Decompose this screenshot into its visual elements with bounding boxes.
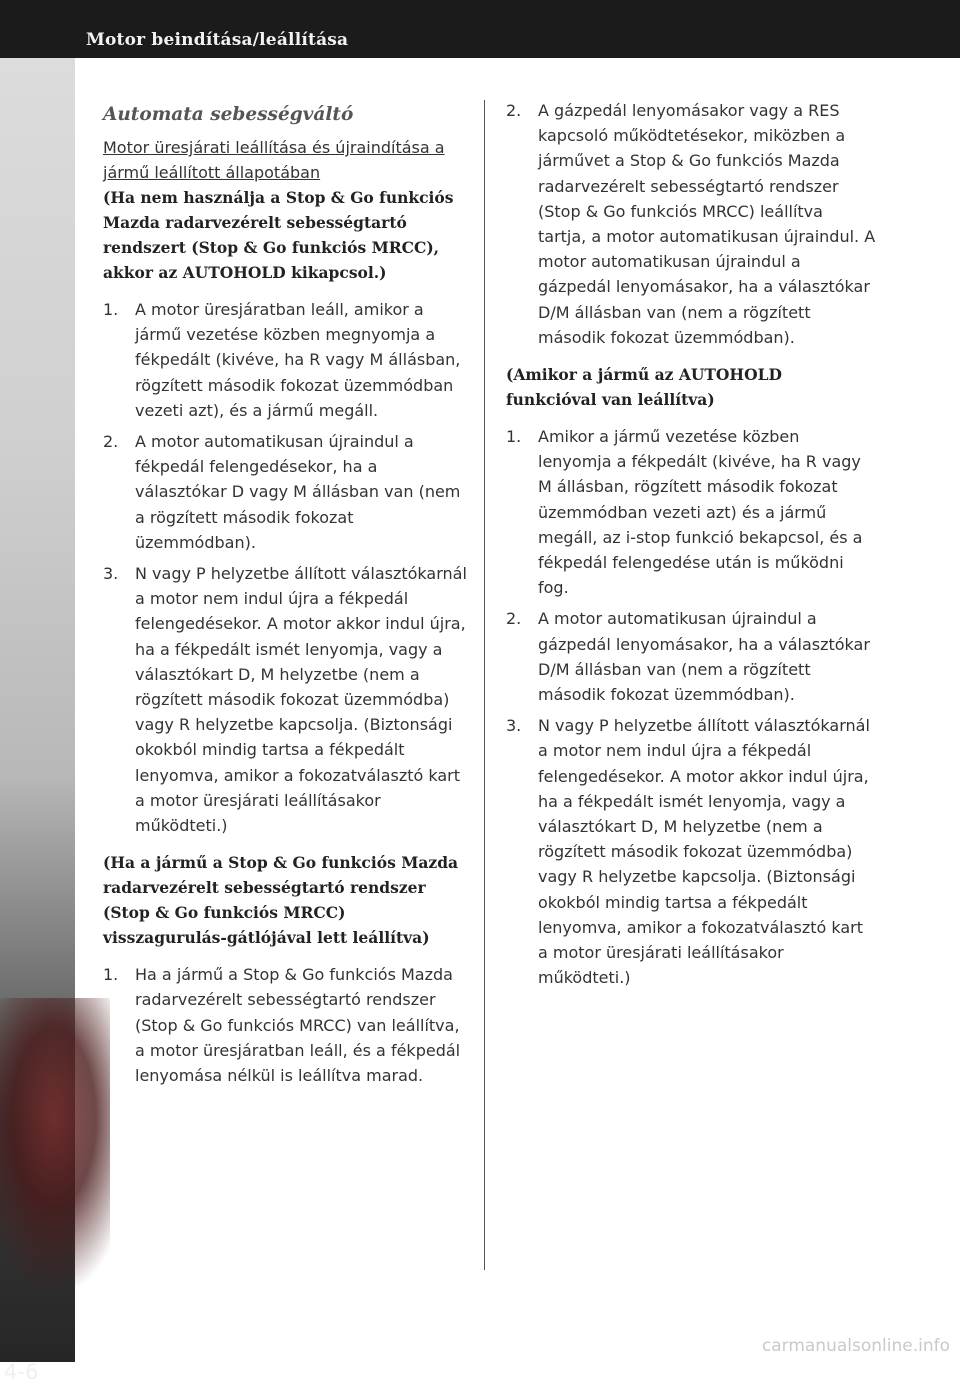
side-photo-strip [0,58,75,1384]
page-number: 4-6 [4,1360,39,1384]
steps-list-1 [103,297,473,838]
list-item [103,297,473,423]
condition-heading-1: (Ha nem használja a Stop & Go funkciós Mazda radarvezérelt sebességtartó rendszert (Stop & Go funkciós MRCC), akkor az AUTOHOLD kikapcsol.) [103,188,454,282]
step-number: 1. [103,965,119,985]
step-text: A gázpedál lenyomásakor vagy a RES kapcsoló működtetésekor, miközben a járművet a Stop & Go funkciós Mazda radarvezérelt sebességtartó rendszer (Stop & Go funkciós MRCC) leállítva tartja, a motor automatikusan újraindul. A motor automatikusan újraindul a gázpedál lenyomásakor, ha a választókar D/M állásban van (nem a rögzített második fokozat üzemmódban). [538,101,876,347]
step-text: N vagy P helyzetbe állított választókarnál a motor nem indul újra a fékpedál felengedésekor. A motor akkor indul újra, ha a fékpedált ismét lenyomja, vagy a választókart D, M helyzetbe (nem a rögzített második fokozat üzemmódba) vagy R helyzetbe kapcsolja. (Biztonsági okokból mindig tartsa a fékpedált lenyomva, amikor a fokozatválasztó kart a motor üresjárati leállításakor működteti.) [135,564,467,836]
header-title: Motor beindítása/leállítása [86,30,349,50]
condition-heading-2: (Ha a jármű a Stop & Go funkciós Mazda radarvezérelt sebességtartó rendszer (Stop & Go funkciós MRCC) visszagurulás-gátlójával lett leállítva) [103,853,459,948]
left-column [103,98,473,1100]
list-item [103,561,473,838]
list-item [506,606,876,707]
right-column [506,98,876,1003]
column-divider [484,100,485,1270]
step-text: A motor üresjáratban leáll, amikor a jármű vezetése közben megnyomja a fékpedált (kivéve, ha R vagy M állásban, rögzített második fokozat üzemmódban vezeti azt), és a jármű megáll. [135,300,461,420]
condition-heading-3: (Amikor a jármű az AUTOHOLD funkcióval van leállítva) [506,365,782,410]
step-number: 1. [103,300,119,319]
step-text: N vagy P helyzetbe állított választókarnál a motor nem indul újra a fékpedál felengedésekor. A motor akkor indul újra, ha a fékpedált ismét lenyomja, vagy a választókart D, M helyzetbe (nem a rögzített második fokozat üzemmódba) vagy R helyzetbe kapcsolja. (Biztonsági okokból mindig tartsa a fékpedált lenyomva, amikor a fokozatválasztó kart a motor üresjárati leállításakor működteti.) [538,716,870,988]
list-item [506,98,876,350]
step-number: 3. [506,716,522,736]
step-text: Amikor a jármű vezetése közben lenyomja a fékpedált (kivéve, ha R vagy M állásban, rögzített második fokozat üzemmódban vezeti azt) és a jármű megáll, az i-stop funkció bekapcsol, és a fékpedál felengedése után is működni fog. [538,427,863,598]
list-item [103,962,473,1088]
list-item [506,424,876,600]
subheading: Motor üresjárati leállítása és újraindítása a jármű leállított állapotában [103,138,445,182]
side-photo-detail [0,998,110,1298]
steps-list-3 [506,424,876,990]
step-number: 2. [103,432,119,452]
step-number: 2. [506,609,522,629]
step-text: A motor automatikusan újraindul a gázpedál lenyomásakor, ha a választókar D/M állásban van (nem a rögzített második fokozat üzemmódban). [538,609,870,705]
step-text: A motor automatikusan újraindul a fékpedál felengedésekor, ha a választókar D vagy M állásban van (nem a rögzített második fokozat üzemmódban). [135,432,461,552]
steps-list-2 [103,962,473,1088]
list-item [103,429,473,555]
step-number: 3. [103,564,119,584]
steps-list-2-continued [506,98,876,350]
step-number: 2. [506,101,522,120]
step-text: Ha a jármű a Stop & Go funkciós Mazda radarvezérelt sebességtartó rendszer (Stop & Go funkciós MRCC) van leállítva, a motor üresjáratban leáll, és a fékpedál lenyomása nélkül is leállítva marad. [135,965,461,1086]
page-header [0,0,960,58]
list-item [506,713,876,990]
step-number: 1. [506,427,522,447]
section-title: Automata sebességváltó [103,104,354,125]
watermark-brand: carmanualsonline.info [761,1336,950,1356]
